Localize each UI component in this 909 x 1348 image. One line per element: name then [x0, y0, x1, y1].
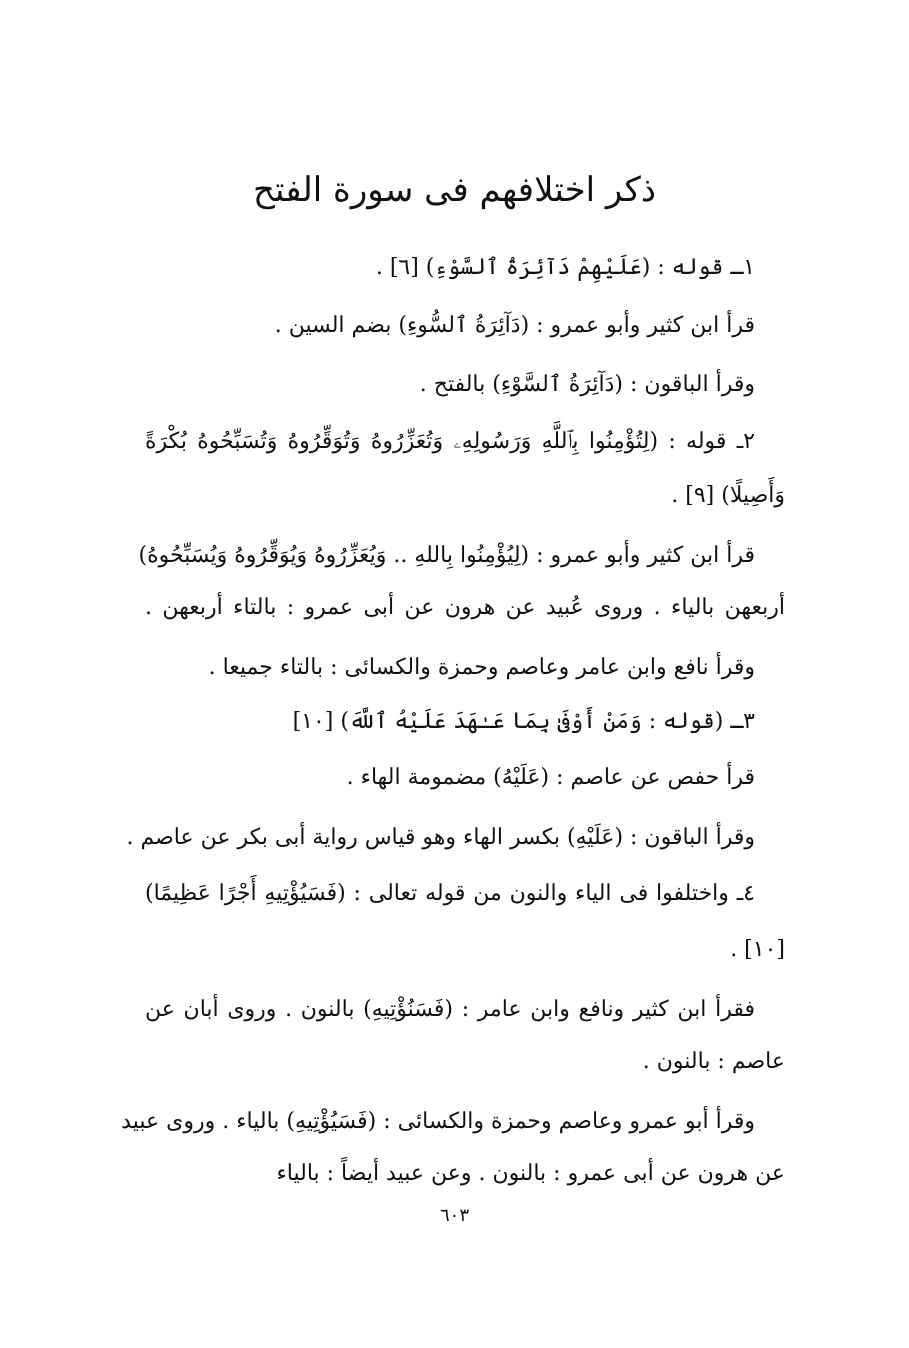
text-line-10: قرأ حفص عن عاصم : (عَلَيْهُ) مضمومة الهاء . [346, 765, 755, 790]
text-line-9: ٣ـ (قوله : وَمَنْ أَوْفَىٰ بِمَا عَـٰهَدَ عَلَيْهُ ٱللَّهَ) [١٠] [292, 709, 755, 734]
text-line-11: وقرأ الباقون : (عَلَيْهِ) بكسر الهاء وهو قياس رواية أبى بكر عن عاصم . [126, 825, 755, 850]
text-line-16: وقرأ أبو عمرو وعاصم وحمزة والكسائى : (فَسَيُؤْتِيهِ) بالياء . وروى عبيد [121, 1109, 755, 1134]
page-number: ٦٠٣ [439, 1205, 469, 1226]
text-line-15: عاصم : بالنون . [642, 1049, 785, 1074]
text-line-2: قرأ ابن كثير وأبو عمرو : (دَآئِرَةُ ٱلسُّوءِ) بضم السين . [274, 313, 755, 338]
chapter-title: ذكر اختلافهم فى سورة الفتح [253, 170, 656, 210]
text-line-3: وقرأ الباقون : (دَآئِرَةُ ٱلسَّوْءِ) بالفتح . [419, 372, 755, 397]
text-line-4: ٢ـ قوله : (لِتُؤْمِنُوا بِٱللَّهِ وَرَسُولِهِۦ وَتُعَزِّرُوهُ وَتُوَقِّرُوهُ وَتُسَبِّحُوهُ بُكْرَةً [145, 429, 755, 454]
text-line-8: وقرأ نافع وابن عامر وعاصم وحمزة والكسائى : بالتاء جميعا . [208, 655, 755, 680]
text-line-7: أربعهن بالياء . وروى عُبيد عن هرون عن أبى عمرو : بالتاء أربعهن . [145, 595, 785, 620]
text-line-12: ٤ـ واختلفوا فى الياء والنون من قوله تعالى : (فَسَيُؤْتِيهِ أَجْرًا عَظِيمًا) [145, 881, 755, 906]
text-line-5: وَأَصِيلًا) [٩] . [671, 483, 785, 508]
text-line-13: [١٠] . [730, 937, 785, 962]
text-line-6: قرأ ابن كثير وأبو عمرو : (لِيُؤْمِنُوا بِاللهِ .. وَيُعَزِّرُوهُ وَيُوَقِّرُوهُ وَيُسَبِّحُوهُ) [138, 543, 755, 568]
text-line-17: عن هرون عن أبى عمرو : بالنون . وعن عبيد أيضاً : بالياء [276, 1161, 785, 1186]
text-line-14: فقرأ ابن كثير ونافع وابن عامر : (فَسَنُؤْتِيهِ) بالنون . وروى أبان عن [145, 997, 755, 1022]
text-line-1: ١ـ قوله : (عَلَيْهِمْ دَآئِرَةُ ٱلسَّوْءِ) [٦] . [375, 255, 755, 280]
